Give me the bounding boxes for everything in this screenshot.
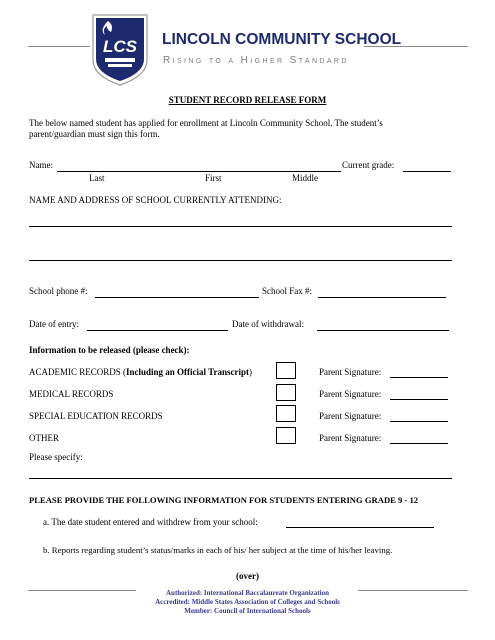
school-logo	[92, 14, 148, 86]
school-name: LINCOLN COMMUNITY SCHOOL	[162, 31, 402, 48]
item-a-text: a. The date student entered and withdrew from your school:	[43, 517, 258, 527]
parent-signature-label-special: Parent Signature:	[319, 411, 382, 421]
school-fax-field[interactable]	[318, 297, 446, 298]
footer-line-3: Member: Council of International Schools	[184, 607, 311, 615]
school-address-line-2[interactable]	[29, 260, 452, 261]
date-entry-label: Date of entry:	[29, 319, 79, 329]
name-sub-middle: Middle	[292, 173, 318, 183]
parent-signature-field-academic[interactable]	[390, 377, 448, 378]
please-specify-field[interactable]	[29, 478, 452, 479]
parent-signature-label-other: Parent Signature:	[319, 433, 382, 443]
record-label-other: OTHER	[29, 433, 59, 443]
header-rule-left	[28, 46, 90, 47]
intro-line-1: The below named student has applied for enrollment at Lincoln Community School. The student’s	[29, 118, 383, 128]
please-specify-label: Please specify:	[29, 452, 83, 462]
special-education-checkbox[interactable]	[276, 405, 296, 422]
name-field[interactable]	[57, 171, 341, 172]
school-address-line-1[interactable]	[29, 226, 452, 227]
school-fax-label: School Fax #:	[262, 286, 313, 296]
item-a-field[interactable]	[286, 527, 434, 528]
date-withdrawal-field[interactable]	[317, 330, 449, 331]
school-heading: NAME AND ADDRESS OF SCHOOL CURRENTLY ATTENDING:	[29, 195, 282, 205]
intro-line-2: parent/guardian must sign this form.	[29, 129, 160, 139]
name-sub-first: First	[205, 173, 222, 183]
parent-signature-field-medical[interactable]	[390, 399, 448, 400]
school-tagline: Rising to a Higher Standard	[163, 55, 349, 66]
parent-signature-field-special[interactable]	[390, 421, 448, 422]
record-label-pre: ACADEMIC RECORDS (	[29, 367, 127, 377]
logo-text: LCS	[103, 37, 137, 56]
record-label-special-education: SPECIAL EDUCATION RECORDS	[29, 411, 163, 421]
parent-signature-field-other[interactable]	[390, 443, 448, 444]
date-withdrawal-label: Date of withdrawal:	[232, 319, 304, 329]
over-label: (over)	[236, 571, 259, 581]
school-phone-label: School phone #:	[29, 286, 88, 296]
footer-line-2: Accredited: Middle States Association of Colleges and Schools	[155, 598, 340, 606]
record-label-academic	[29, 367, 252, 378]
parent-signature-label-medical: Parent Signature:	[319, 389, 382, 399]
record-label-bold: Including an Official Transcript	[126, 367, 249, 377]
name-sub-last: Last	[89, 173, 105, 183]
record-label-post: )	[248, 367, 252, 377]
medical-records-checkbox[interactable]	[276, 384, 296, 401]
school-phone-field[interactable]	[95, 297, 259, 298]
item-b-text: b. Reports regarding student’s status/marks in each of his/ her subject at the time of his/her leaving.	[43, 545, 393, 555]
date-entry-field[interactable]	[87, 330, 228, 331]
footer-line-1: Authorized: International Baccalaureate Organization	[166, 589, 329, 597]
parent-signature-label-academic: Parent Signature:	[319, 367, 382, 377]
record-label-medical: MEDICAL RECORDS	[29, 389, 114, 399]
current-grade-label: Current grade:	[342, 160, 395, 170]
form-title: STUDENT RECORD RELEASE FORM	[168, 95, 327, 105]
info-heading: Information to be released (please check):	[29, 345, 190, 355]
name-label: Name:	[29, 160, 53, 170]
other-records-checkbox[interactable]	[276, 427, 296, 444]
current-grade-field[interactable]	[403, 171, 451, 172]
academic-records-checkbox[interactable]	[276, 362, 296, 379]
grade-heading: PLEASE PROVIDE THE FOLLOWING INFORMATION FOR STUDENTS ENTERING GRADE 9 - 12	[29, 495, 419, 505]
